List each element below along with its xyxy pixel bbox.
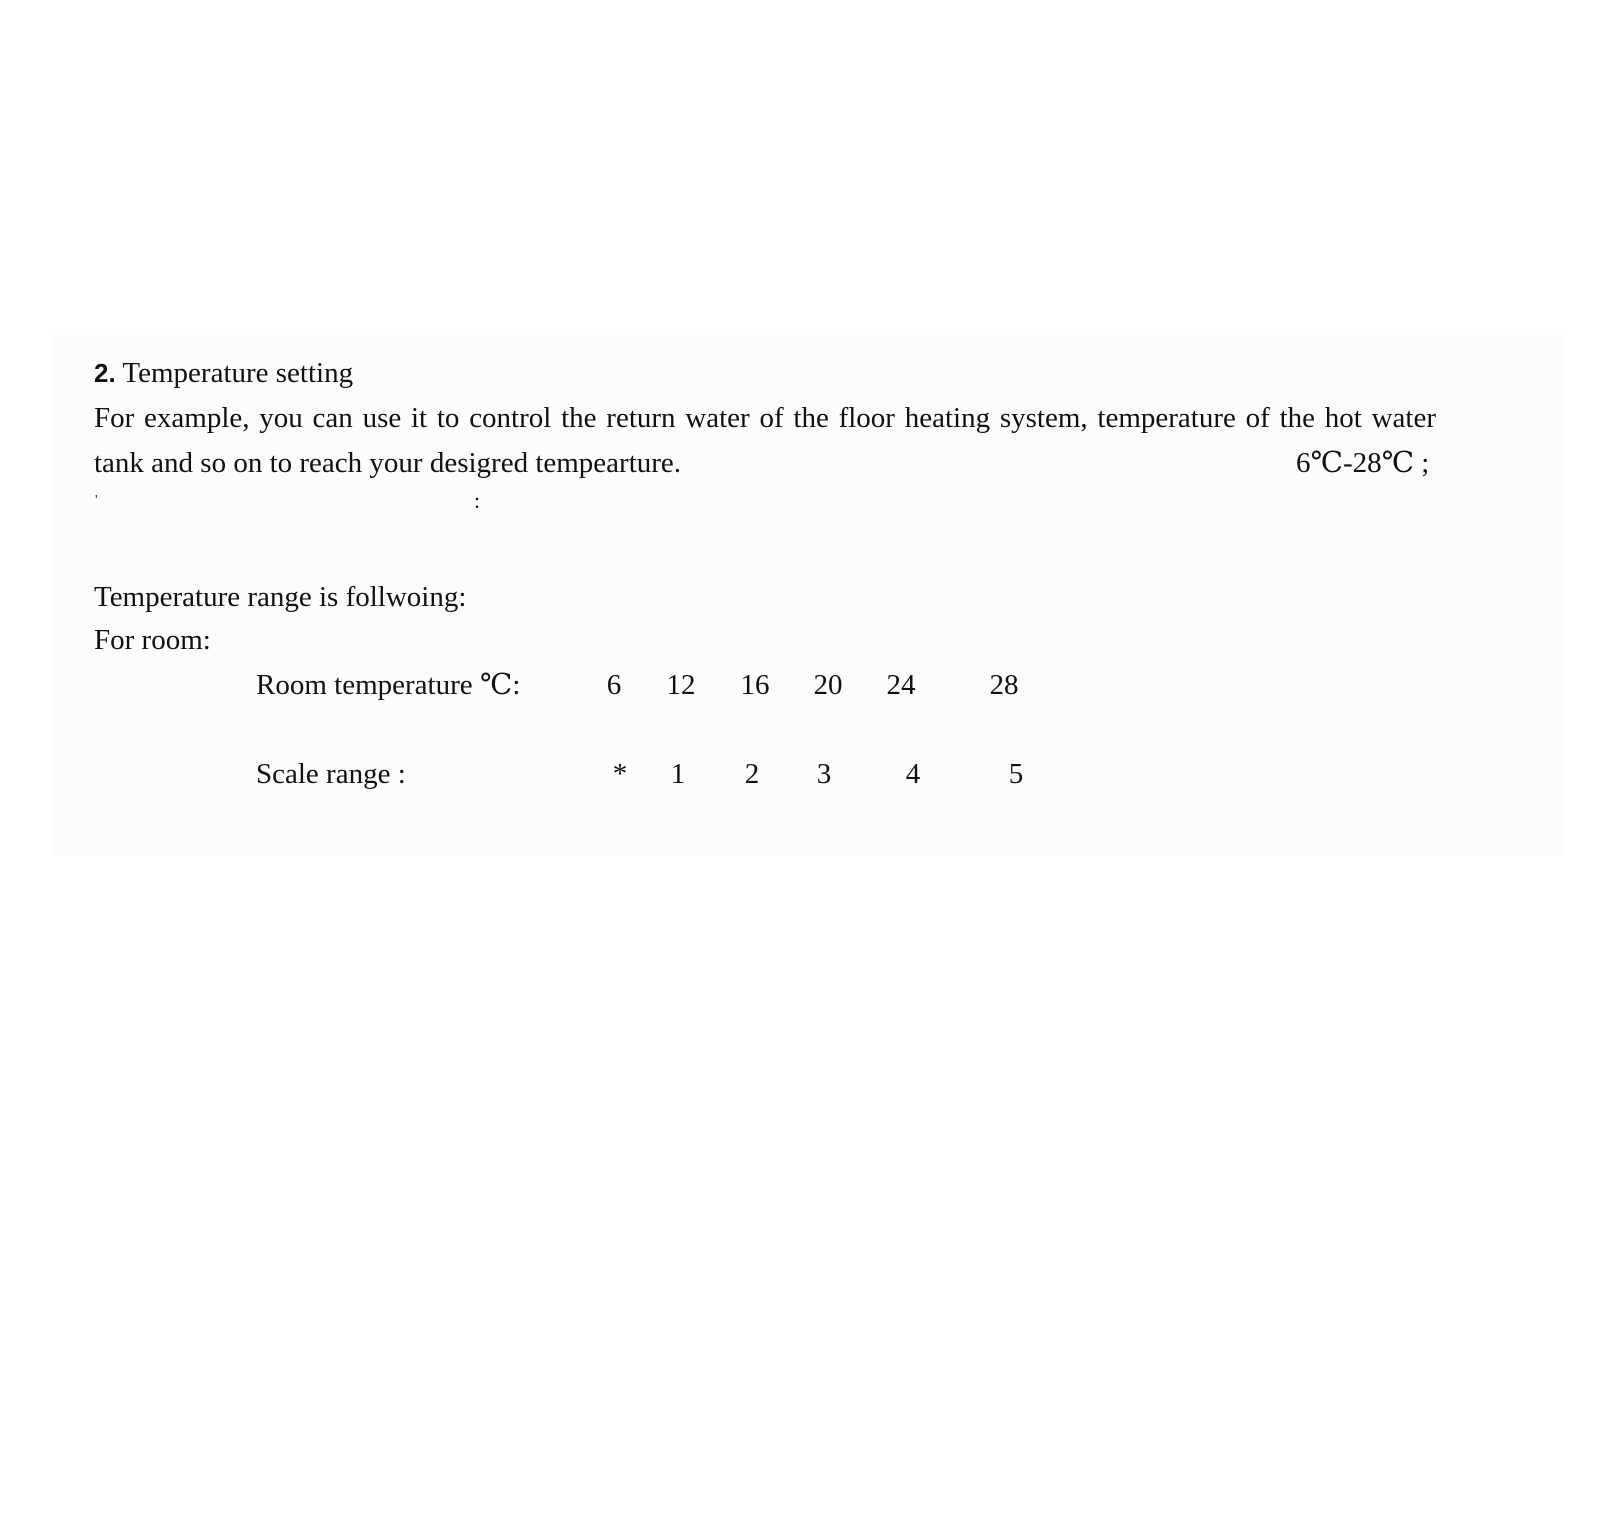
for-room-label: For room: bbox=[94, 624, 211, 656]
scale-value: * bbox=[612, 758, 628, 790]
stray-dot: ' bbox=[95, 493, 98, 508]
scale-value: 3 bbox=[816, 758, 832, 790]
scale-value: 2 bbox=[744, 758, 760, 790]
room-temp-value: 24 bbox=[886, 669, 916, 701]
room-temp-value: 16 bbox=[740, 669, 770, 701]
stray-colon: : bbox=[474, 488, 481, 513]
room-temp-value: 20 bbox=[813, 669, 843, 701]
room-temp-value: 12 bbox=[666, 669, 696, 701]
section-title: Temperature setting bbox=[122, 357, 354, 389]
range-heading: Temperature range is follwoing: bbox=[94, 581, 467, 613]
intro-line-2: tank and so on to reach your desigred tempearture. bbox=[94, 447, 682, 479]
section-number: 2. bbox=[94, 358, 116, 388]
scale-value: 4 bbox=[905, 758, 921, 790]
room-temperature-label: Room temperature ℃: bbox=[256, 669, 521, 701]
scale-range-label: Scale range : bbox=[256, 758, 406, 790]
intro-line-1: For example, you can use it to control the return water of the floor heating system, temperature of the hot water bbox=[94, 402, 1436, 434]
scale-value: 1 bbox=[670, 758, 686, 790]
temperature-range-value: 6℃-28℃ ; bbox=[1296, 447, 1430, 479]
room-temp-value: 28 bbox=[989, 669, 1019, 701]
section-heading bbox=[94, 356, 353, 390]
scale-value: 5 bbox=[1008, 758, 1024, 790]
room-temp-value: 6 bbox=[606, 669, 622, 701]
